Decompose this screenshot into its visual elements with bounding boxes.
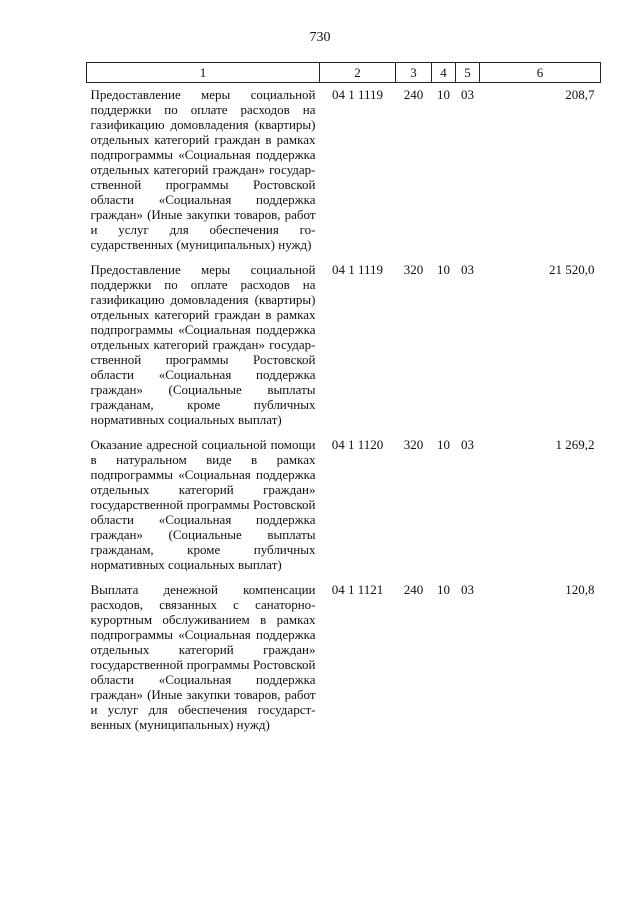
column-header-5: 5 xyxy=(456,63,480,83)
row-amount: 120,8 xyxy=(565,582,595,597)
row-subsection: 03 xyxy=(461,87,474,102)
column-header-6: 6 xyxy=(480,63,601,83)
column-header-4: 4 xyxy=(432,63,456,83)
row-target-code: 04 1 1120 xyxy=(331,437,384,452)
row-target-code: 04 1 1119 xyxy=(331,87,384,102)
row-section: 10 xyxy=(437,87,450,102)
header-row xyxy=(87,63,601,83)
row-expense-type: 240 xyxy=(403,582,424,597)
row-expense-type: 320 xyxy=(403,437,424,452)
row-name: Предоставление меры социальной поддержки по оплате расходов на газификацию домовладения (квартиры) отдельных категорий граждан в рамках подпрограммы «Социальная поддержка отдельных категорий граждан» государственной программы Ростовской области «Социальная поддержка граждан» (Социальные выплаты гражданам, кроме публичных нормативных социальных выплат) xyxy=(90,262,316,427)
row-expense-type: 320 xyxy=(403,262,424,277)
row-name: Выплата денежной компенсации расходов, связанных с санаторно-курортным обслуживанием в рамках подпрограммы «Социальная поддержка отдельных категорий граждан» государственной программы Ростовской области «Социальная поддержка граждан» (Иные закупки товаров, работ и услуг для обеспечения государственных (муниципальных) нужд) xyxy=(90,582,316,732)
column-header-2: 2 xyxy=(320,63,396,83)
row-target-code: 04 1 1121 xyxy=(331,582,384,597)
row-subsection: 03 xyxy=(461,262,474,277)
column-header-1: 1 xyxy=(87,63,320,83)
row-amount: 1 269,2 xyxy=(555,437,595,452)
table-row xyxy=(87,578,601,738)
row-name: Предоставление меры социальной поддержки по оплате расходов на газификацию домовладения (квартиры) отдельных категорий граждан в рамках подпрограммы «Социальная поддержка отдельных категорий граждан» государственной программы Ростовской области «Социальная поддержка граждан» (Иные закупки товаров, работ и услуг для обеспечения государственных (муниципальных) нужд) xyxy=(90,87,316,252)
table-body xyxy=(87,83,601,739)
row-section: 10 xyxy=(437,437,450,452)
row-name: Оказание адресной социальной помощи в натуральном виде в рамках подпрограммы «Социальная поддержка отдельных категорий граждан» государственной программы Ростовской области «Социальная поддержка граждан» (Социальные выплаты гражданам, кроме публичных нормативных социальных выплат) xyxy=(90,437,316,572)
page-number: 730 xyxy=(309,30,331,45)
budget-table xyxy=(86,62,601,738)
table-row xyxy=(87,258,601,433)
row-section: 10 xyxy=(437,582,450,597)
row-expense-type: 240 xyxy=(403,87,424,102)
table-row xyxy=(87,433,601,578)
row-amount: 21 520,0 xyxy=(549,262,595,277)
row-subsection: 03 xyxy=(461,582,474,597)
row-amount: 208,7 xyxy=(565,87,595,102)
row-subsection: 03 xyxy=(461,437,474,452)
row-target-code: 04 1 1119 xyxy=(331,262,384,277)
table-row xyxy=(87,83,601,259)
row-section: 10 xyxy=(437,262,450,277)
table-header xyxy=(87,63,601,83)
column-header-3: 3 xyxy=(396,63,432,83)
